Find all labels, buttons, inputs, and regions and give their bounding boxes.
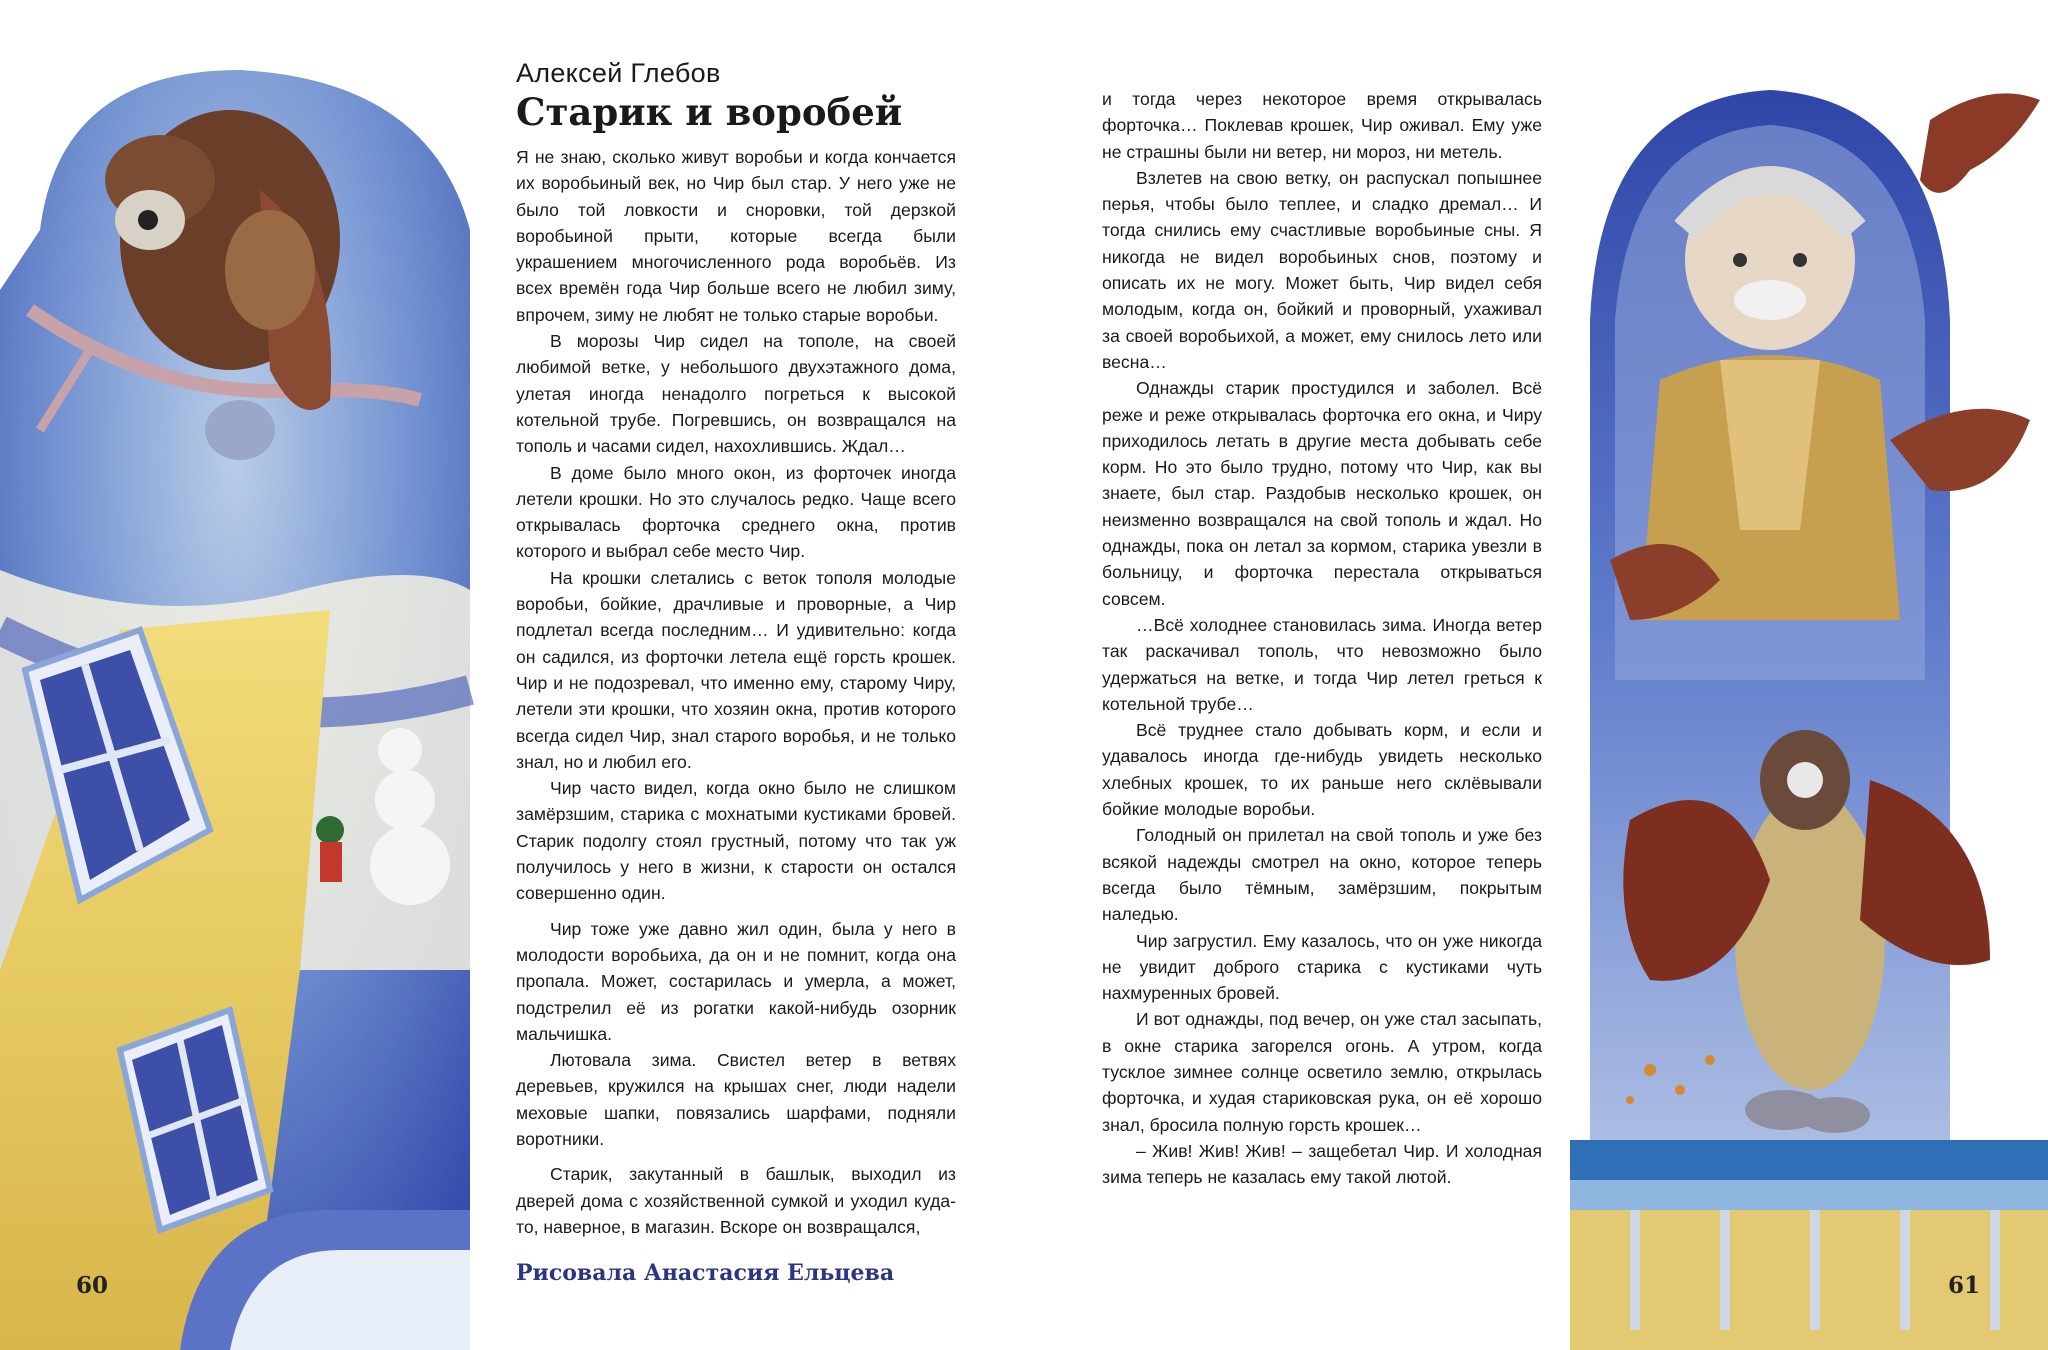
paragraph: – Жив! Жив! Жив! – защебетал Чир. И холодная зима теперь не казалась ему такой лютой. [1102, 1140, 1542, 1188]
author-name: Алексей Глебов [516, 58, 721, 88]
paragraph: Чир тоже уже давно жил один, была у него в молодости воробьиха, да он и не помнит, когда она пропала. Может, состарилась и умерла, а может, подстрелил её из рогатки какой-нибудь озорник мальчишка. [516, 918, 956, 1044]
paragraph: Голодный он прилетал на свой тополь и уже без всякой надежды смотрел на окно, которое теперь всегда было тёмным, замёрзшим, покрытым наледью. [1102, 825, 1542, 925]
paragraph: …Всё холоднее становилась зима. Иногда ветер так раскачивал тополь, что невозможно было удержаться на ветке, и тогда Чир летел греться к котельной трубе… [1102, 614, 1542, 714]
paragraph: И вот однажды, под вечер, он уже стал засыпать, в окне старика загорелся огонь. А утром, когда тусклое зимнее солнце осветило землю, открылась форточка, и худая стариковская рука, он её хорошо знал, бросила полную горсть крошек… [1102, 1009, 1542, 1135]
paragraph: На крошки слетались с веток тополя молодые воробьи, бойкие, драчливые и проворные, а Чир подлетал всегда последним… И удивительно: когда он садился, из форточки летела ещё горсть крошек. Чир и не подозревал, что именно ему, старому Чиру, летели эти крошки, что хозяин окна, против которого всегда сидел Чир, знал старого воробья, и не только знал, но и любил его. [516, 567, 956, 772]
illustrator-credit: Рисовала Анастасия Ельцева [516, 1260, 895, 1286]
paragraph: Чир часто видел, когда окно было не слишком замёрзшим, старика с мохнатыми кустиками бровей. Старик подолгу стоял грустный, потому что так уж получилось у него в жизни, к старости он остался совершенно один. [516, 778, 956, 904]
old-man-and-sparrows-illustration [1570, 60, 2048, 1350]
left-illustration [0, 70, 480, 1350]
paragraph: В морозы Чир сидел на тополе, на своей любимой ветке, у небольшого двухэтажного дома, улетая иногда ненадолго погреться к высокой котельной трубе. Погревшись, он возвращался на тополь и часами сидел, нахохлившись. Ждал… [516, 331, 956, 457]
page-number-right: 61 [1948, 1272, 1981, 1299]
paragraph: Чир загрустил. Ему казалось, что он уже никогда не увидит доброго старика с кустиками чуть нахмуренных бровей. [1102, 930, 1542, 1004]
paragraph: Старик, закутанный в башлык, выходил из дверей дома с хозяйственной сумкой и уходил куда-то, наверное, в магазин. Вскоре он возвращался, [516, 1164, 956, 1237]
sparrow-on-branch-illustration [0, 70, 480, 1350]
paragraph: Однажды старик простудился и заболел. Всё реже и реже открывалась форточка его окна, и Чиру приходилось летать в другие места добывать себе корм. Но это было трудно, потому что Чир, как вы знаете, был стар. Раздобыв несколько крошек, он неизменно возвращался на свой тополь и ждал. Но однажды, пока он летал за кормом, старика увезли в больницу, и форточка перестала открываться совсем. [1102, 378, 1542, 609]
right-illustration [1570, 60, 2048, 1350]
page-number-left: 60 [76, 1272, 109, 1299]
paragraph: и тогда через некоторое время открывалась форточка… Поклевав крошек, Чир оживал. Ему уже не страшны были ни ветер, ни мороз, ни метель. [1102, 89, 1542, 162]
paragraph: Всё труднее стало добывать корм, и если и удавалось иногда где-нибудь увидеть несколько хлебных крошек, то их раньше него склёвывали бойкие молодые воробьи. [1102, 720, 1542, 820]
right-text-column [1102, 86, 1542, 1190]
paragraph: Я не знаю, сколько живут воробьи и когда кончается их воробьиный век, но Чир был стар. У него уже не было той ловкости и сноровки, той дерзкой воробьиной прыти, которые всегда были украшением многочисленного рода воробьёв. Из всех времён года Чир больше всего не любил зиму, впрочем, зиму не любят не только старые воробьи. [516, 147, 956, 325]
story-title: Старик и воробей [516, 90, 903, 134]
paragraph: В доме было много окон, из форточек иногда летели крошки. Но это случалось редко. Чаще всего открывалась форточка среднего окна, против которого и выбрал себе место Чир. [516, 462, 956, 562]
paragraph: Лютовала зима. Свистел ветер в ветвях деревьев, кружился на крышах снег, люди надели меховые шапки, повязались шарфами, подняли воротники. [516, 1050, 956, 1149]
paragraph: Взлетев на свою ветку, он распускал попышнее перья, чтобы было теплее, и сладко дремал… И тогда снились ему счастливые воробьиные сны. Я никогда не видел воробьиных снов, поэтому и описать их не могу. Может быть, Чир видел себя молодым, когда он, бойкий и проворный, ухаживал за своей воробьихой, а может, ему снилось лето или весна… [1102, 167, 1542, 372]
left-text-column [516, 58, 956, 1240]
